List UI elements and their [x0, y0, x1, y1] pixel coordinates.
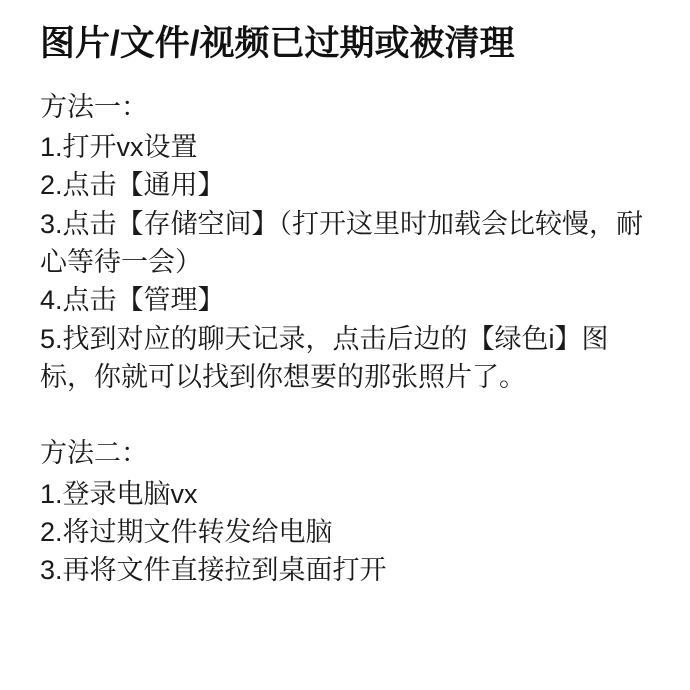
section-divider-space [40, 396, 656, 434]
method-one-step-3: 3.点击【存储空间】（打开这里时加载会比较慢，耐心等待一会） [40, 208, 644, 278]
method-one-step-1: 1.打开vx设置 [40, 132, 198, 163]
method-one-step-5: 5.找到对应的聊天记录，点击后边的【绿色i】图标，你就可以找到你想要的那张照片了。 [40, 323, 609, 393]
method-one-heading: 方法一： [40, 91, 148, 122]
method-one-step-4: 4.点击【管理】 [40, 285, 225, 316]
method-one-section [40, 88, 656, 397]
method-two-step-1: 1.登录电脑vx [40, 478, 198, 509]
method-two-step-3: 3.再将文件直接拉到桌面打开 [40, 555, 387, 586]
method-two-step-2: 2.将过期文件转发给电脑 [40, 517, 333, 548]
page-title: 图片/文件/视频已过期或被清理 [40, 24, 515, 63]
method-two-section [40, 434, 656, 589]
method-one-step-2: 2.点击【通用】 [40, 170, 225, 201]
method-two-heading: 方法二： [40, 438, 148, 469]
